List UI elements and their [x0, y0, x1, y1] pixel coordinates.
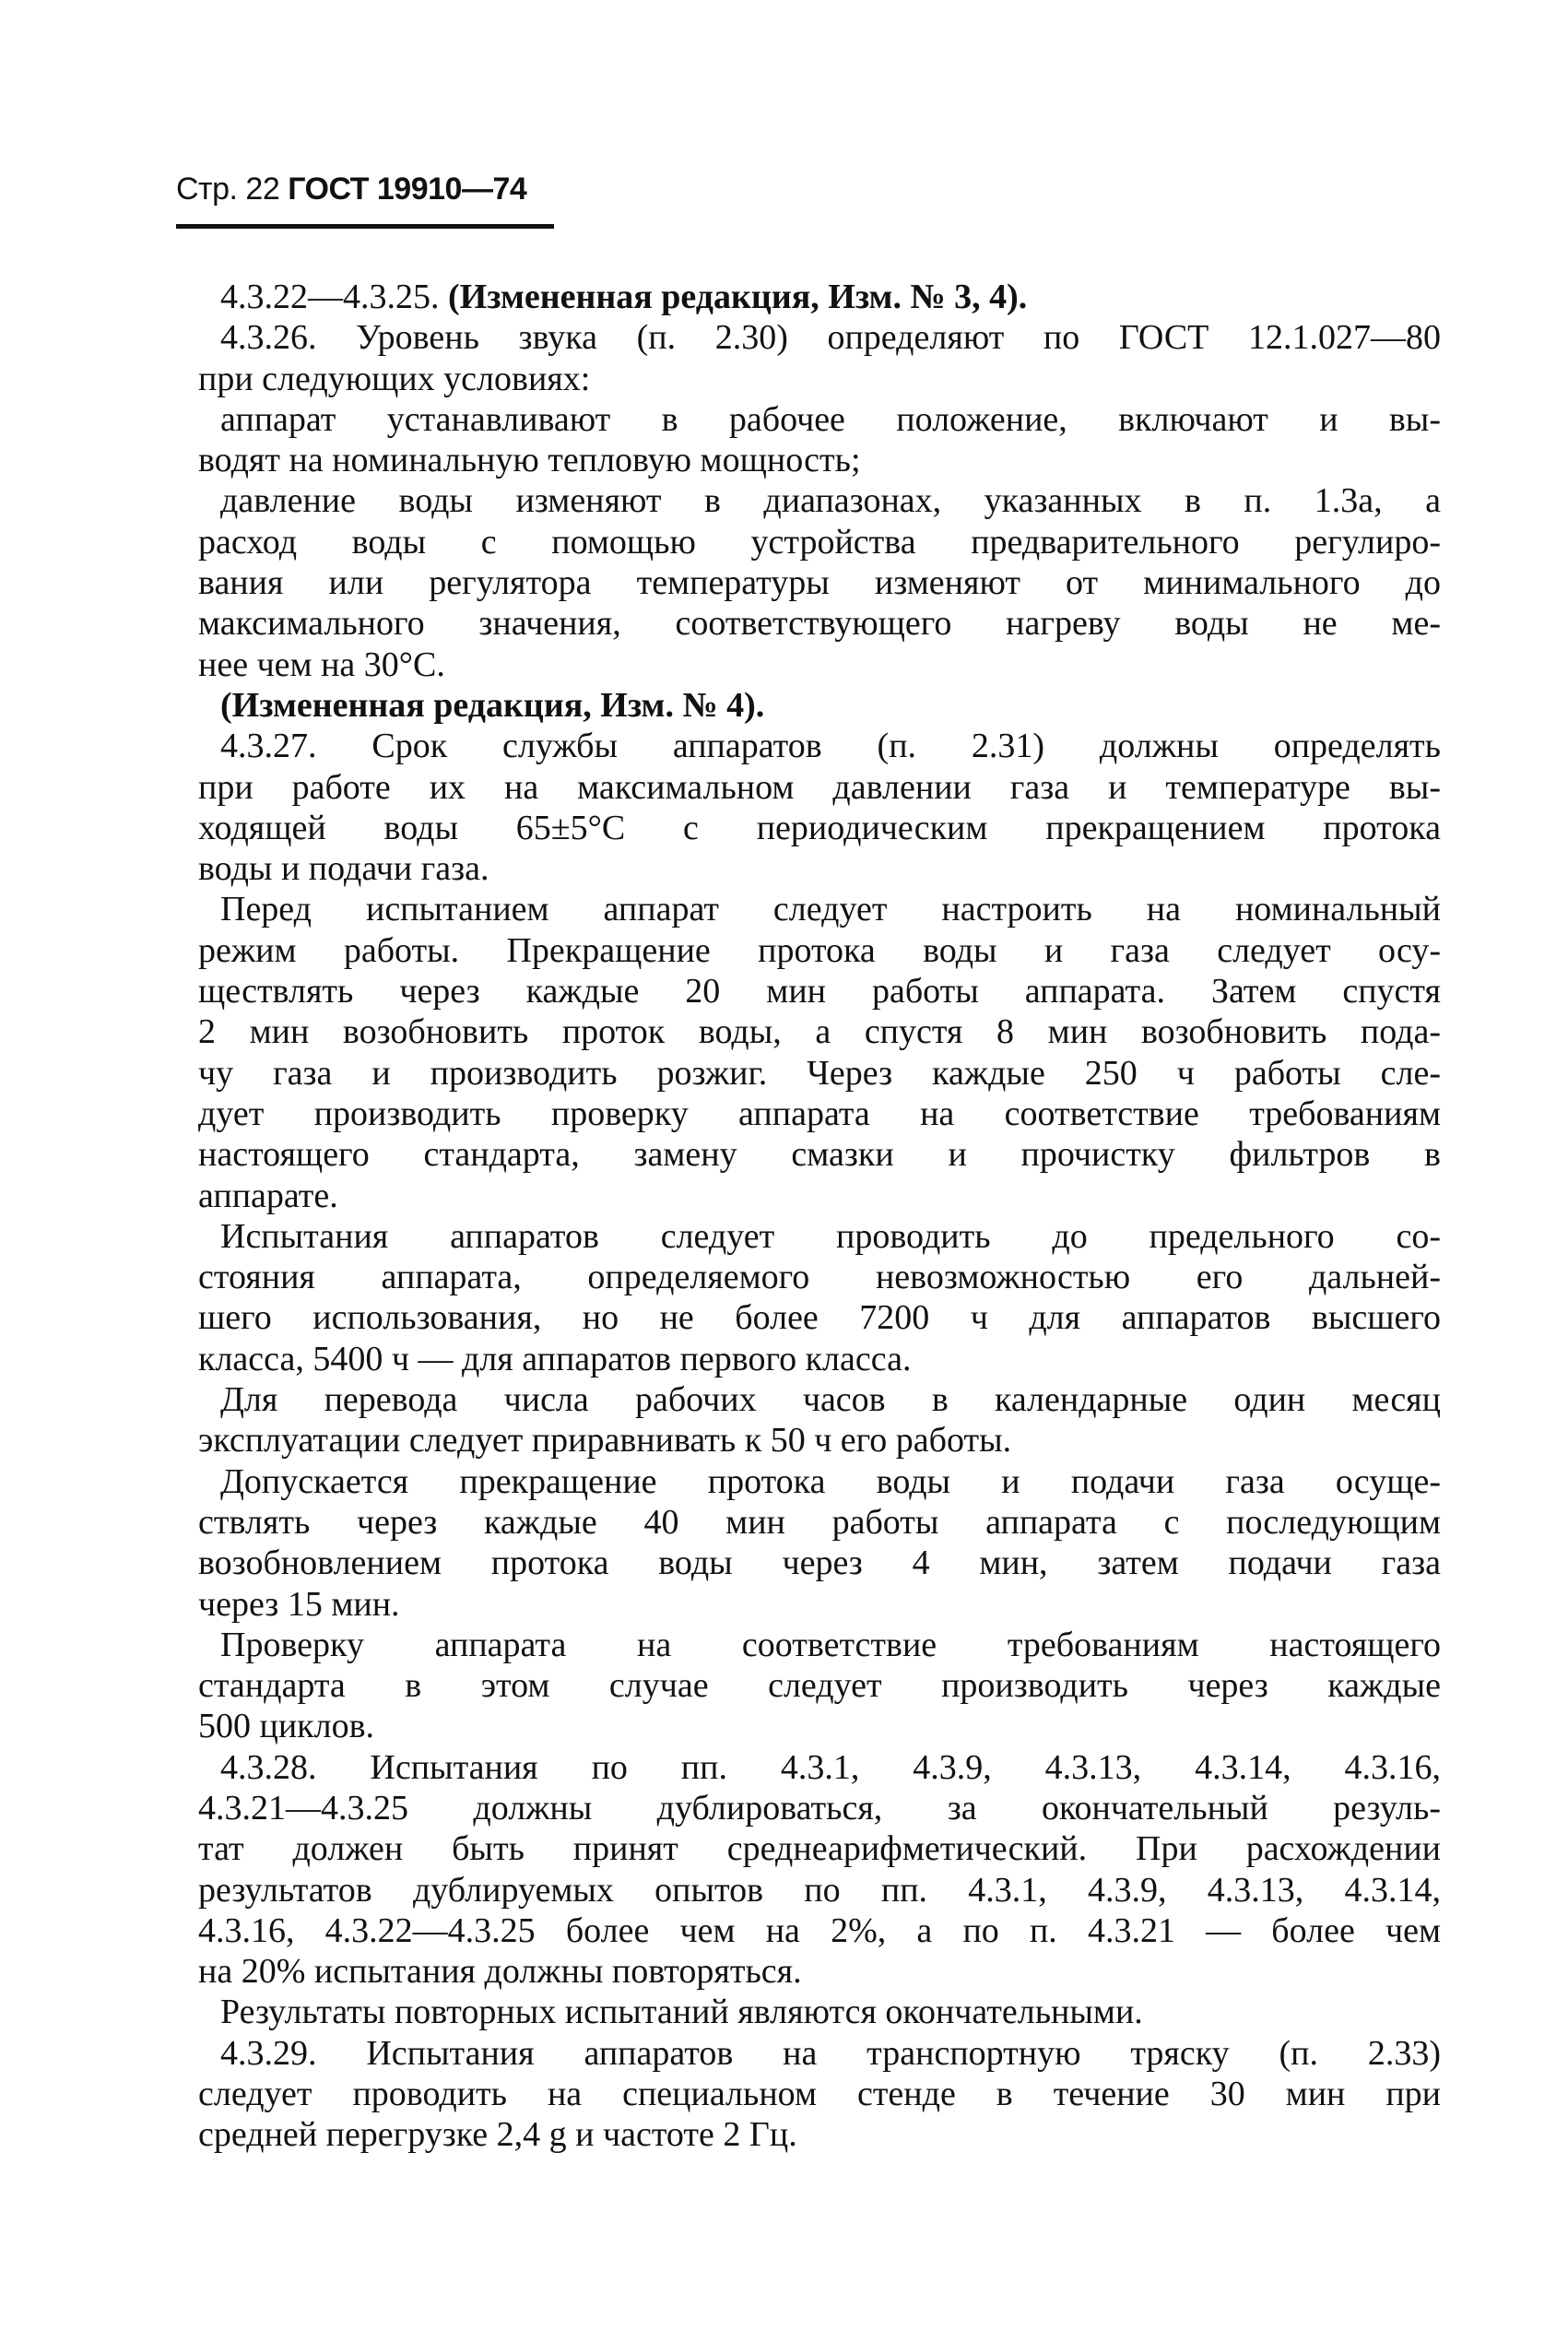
text-line: ществлять через каждые 20 мин работы аппарата. Затем спустя [198, 972, 1441, 1011]
text-line: Испытания аппаратов следует проводить до предельного со- [220, 1216, 1441, 1256]
text-line: нее чем на 30°С. [198, 645, 445, 684]
text-line: результатов дублируемых опытов по пп. 4.3.1, 4.3.9, 4.3.13, 4.3.14, [198, 1870, 1441, 1910]
text-line: вания или регулятора температуры изменяют от минимального до [198, 563, 1441, 603]
text-line: 4.3.21—4.3.25 должны дублироваться, за окончательный резуль- [198, 1788, 1441, 1827]
text-line: максимального значения, соответствующего нагреву воды не ме- [198, 604, 1441, 644]
text-line: при следующих условиях: [198, 359, 591, 398]
text-line: расход воды с помощью устройства предварительного регулиро- [198, 522, 1441, 562]
text-line: 4.3.27. Срок службы аппаратов (п. 2.31) должны определять [220, 727, 1441, 766]
text-line: аппарат устанавливают в рабочее положение, включают и вы- [220, 399, 1441, 439]
clause-number: 4.3.22—4.3.25. [220, 278, 440, 316]
text-line: следует проводить на специальном стенде в течение 30 мин при [198, 2075, 1441, 2114]
header-rule [176, 224, 554, 229]
text-line: 4.3.16, 4.3.22—4.3.25 более чем на 2%, а по п. 4.3.21 — более чем [198, 1910, 1441, 1950]
text-line: Допускается прекращение протока воды и подачи газа осуще- [220, 1461, 1441, 1501]
text-line: 2 мин возобновить проток воды, а спустя 8 мин возобновить пода- [198, 1012, 1441, 1052]
text-line: средней перегрузке 2,4 g и частоте 2 Гц. [198, 2115, 797, 2155]
document-body [198, 277, 1441, 2156]
text-line: дует производить проверку аппарата на соответствие требованиям [198, 1094, 1441, 1133]
text-line: Перед испытанием аппарат следует настроить на номинальный [220, 890, 1441, 929]
text-line: 4.3.28. Испытания по пп. 4.3.1, 4.3.9, 4.3.13, 4.3.14, 4.3.16, [220, 1747, 1441, 1787]
text-line: Для перевода числа рабочих часов в календарные один месяц [220, 1380, 1441, 1420]
amendment-note: (Измененная редакция, Изм. № 3, 4). [448, 278, 1028, 316]
text-line: настоящего стандарта, замену смазки и прочистку фильтров в [198, 1135, 1441, 1175]
text-line: Результаты повторных испытаний являются окончательными. [220, 1993, 1143, 2032]
text-line: воды и подачи газа. [198, 849, 489, 889]
text-line: 500 циклов. [198, 1707, 375, 1746]
text-line: эксплуатации следует приравнивать к 50 ч его работы. [198, 1421, 1012, 1461]
text-line: при работе их на максимальном давлении газа и температуре вы- [198, 767, 1441, 807]
text-line: 4.3.26. Уровень звука (п. 2.30) определяют по ГОСТ 12.1.027—80 [220, 318, 1441, 358]
amendment-note: (Измененная редакция, Изм. № 4). [220, 685, 765, 725]
text-line: Проверку аппарата на соответствие требованиям настоящего [220, 1625, 1441, 1664]
text-line: ходящей воды 65±5°С с периодическим прекращением протока [198, 808, 1441, 847]
text-line: режим работы. Прекращение протока воды и газа следует осу- [198, 930, 1441, 970]
text-line: чу газа и производить розжиг. Через каждые 250 ч работы сле- [198, 1053, 1441, 1093]
text-line: стояния аппарата, определяемого невозможностью его дальней- [198, 1258, 1441, 1297]
text-line: на 20% испытания должны повторяться. [198, 1952, 802, 1992]
text-line: водят на номинальную тепловую мощность; [198, 441, 861, 480]
page-header [176, 171, 526, 207]
text-line: 4.3.29. Испытания аппаратов на транспортную тряску (п. 2.33) [220, 2033, 1441, 2073]
text-line: возобновлением протока воды через 4 мин, затем подачи газа [198, 1543, 1441, 1583]
text-line: класса, 5400 ч — для аппаратов первого класса. [198, 1339, 912, 1378]
text-line: стандарта в этом случае следует производить через каждые [198, 1666, 1441, 1706]
text-line: через 15 мин. [198, 1584, 400, 1624]
text-line: давление воды изменяют в диапазонах, указанных в п. 1.3а, а [220, 481, 1441, 521]
page-number: Стр. 22 [176, 171, 280, 207]
text-line: тат должен быть принят среднеарифметический. При расхождении [198, 1829, 1441, 1869]
text-line [198, 277, 1441, 317]
text-line: аппарате. [198, 1176, 338, 1215]
text-line: ствлять через каждые 40 мин работы аппарата с последующим [198, 1502, 1441, 1542]
text-line: шего использования, но не более 7200 ч для аппаратов высшего [198, 1298, 1441, 1338]
standard-number: ГОСТ 19910—74 [288, 171, 527, 207]
